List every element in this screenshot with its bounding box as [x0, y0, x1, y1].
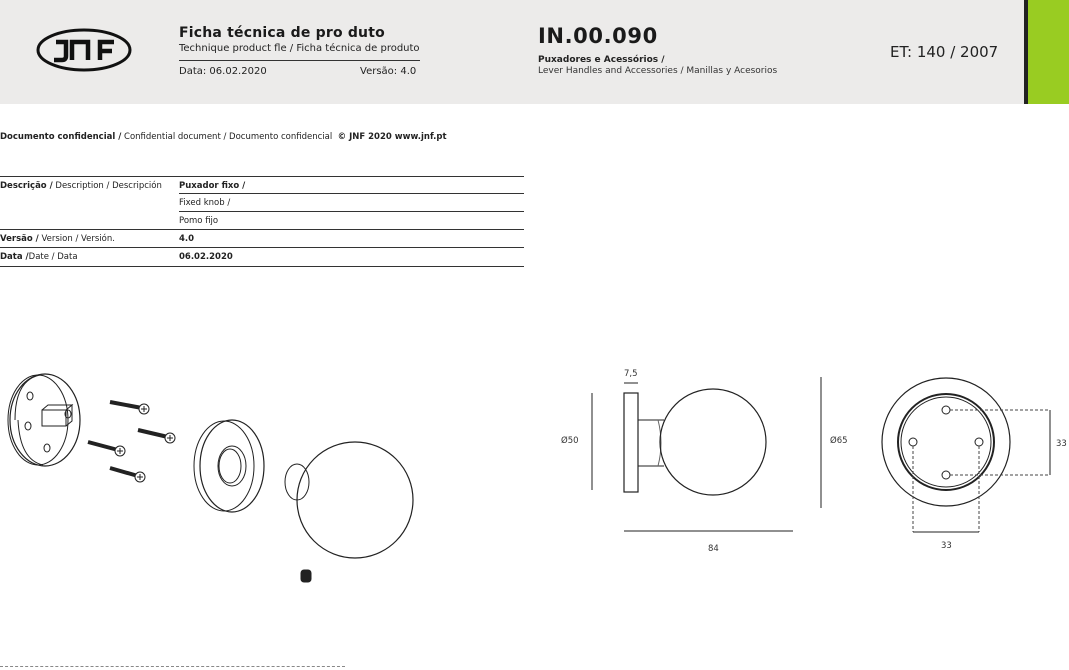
description-label [0, 181, 162, 191]
dimension-knob-diameter: Ø65 [830, 436, 848, 446]
version-value: 4.0 [179, 234, 195, 244]
confidential-notice [0, 132, 447, 142]
sheet-subtitle: Technique product fle / Ficha técnica de produto [179, 43, 420, 54]
grub-screw-illustration [301, 570, 311, 582]
confidential-translations: Confidential document / Documento confidencial [121, 132, 333, 142]
dimension-total-length: 84 [708, 544, 719, 554]
footer-dashed-rule [0, 666, 345, 667]
et-reference: ET: 140 / 2007 [890, 43, 999, 61]
accent-bar [1028, 0, 1069, 104]
description-value-es: Pomo fijo [179, 216, 219, 226]
document-header [0, 0, 1069, 104]
table-rule [179, 211, 524, 212]
table-rule [0, 176, 524, 177]
table-rule [0, 266, 524, 267]
jnf-logo [36, 28, 132, 72]
rose-cover-illustration [194, 420, 264, 512]
sheet-title: Ficha técnica de pro duto [179, 25, 385, 41]
header-divider [179, 60, 420, 61]
technical-drawing [0, 355, 1069, 595]
table-rule [0, 247, 524, 248]
base-plate-illustration [8, 374, 80, 466]
dimension-plate-thickness: 7,5 [624, 369, 638, 379]
front-view [882, 378, 1050, 532]
dimension-hole-spacing-horizontal: 33 [941, 541, 952, 551]
sheet-date: Data: 06.02.2020 [179, 66, 267, 77]
side-view [592, 377, 821, 531]
version-label [0, 234, 115, 244]
date-label-translations: Date / Data [28, 252, 78, 262]
sheet-version: Versão: 4.0 [360, 66, 417, 77]
knob-illustration [285, 442, 413, 558]
table-rule [0, 229, 524, 230]
product-category-translations: Lever Handles and Accessories / Manillas y Acesorios [538, 66, 778, 76]
confidential-label: Documento confidencial / [0, 132, 122, 142]
description-value-en: Fixed knob / [179, 198, 231, 208]
dimension-hole-spacing-vertical: 33 [1056, 439, 1067, 449]
description-value-pt: Puxador fixo / [179, 181, 246, 191]
version-label-bold: Versão / [0, 234, 39, 244]
product-info-table [0, 176, 524, 268]
date-label-bold: Data / [0, 252, 29, 262]
date-value: 06.02.2020 [179, 252, 233, 262]
copyright-website: © JNF 2020 www.jnf.pt [337, 132, 447, 142]
product-category: Puxadores e Acessórios / [538, 55, 665, 65]
product-code: IN.00.090 [538, 24, 658, 48]
table-rule [179, 193, 524, 194]
description-label-bold: Descrição / [0, 181, 53, 191]
description-label-translations: Description / Descripción [52, 181, 162, 191]
date-label [0, 252, 78, 262]
dimension-rose-diameter: Ø50 [561, 436, 579, 446]
screw-illustrations [88, 402, 175, 482]
version-label-translations: Version / Versión. [38, 234, 115, 244]
